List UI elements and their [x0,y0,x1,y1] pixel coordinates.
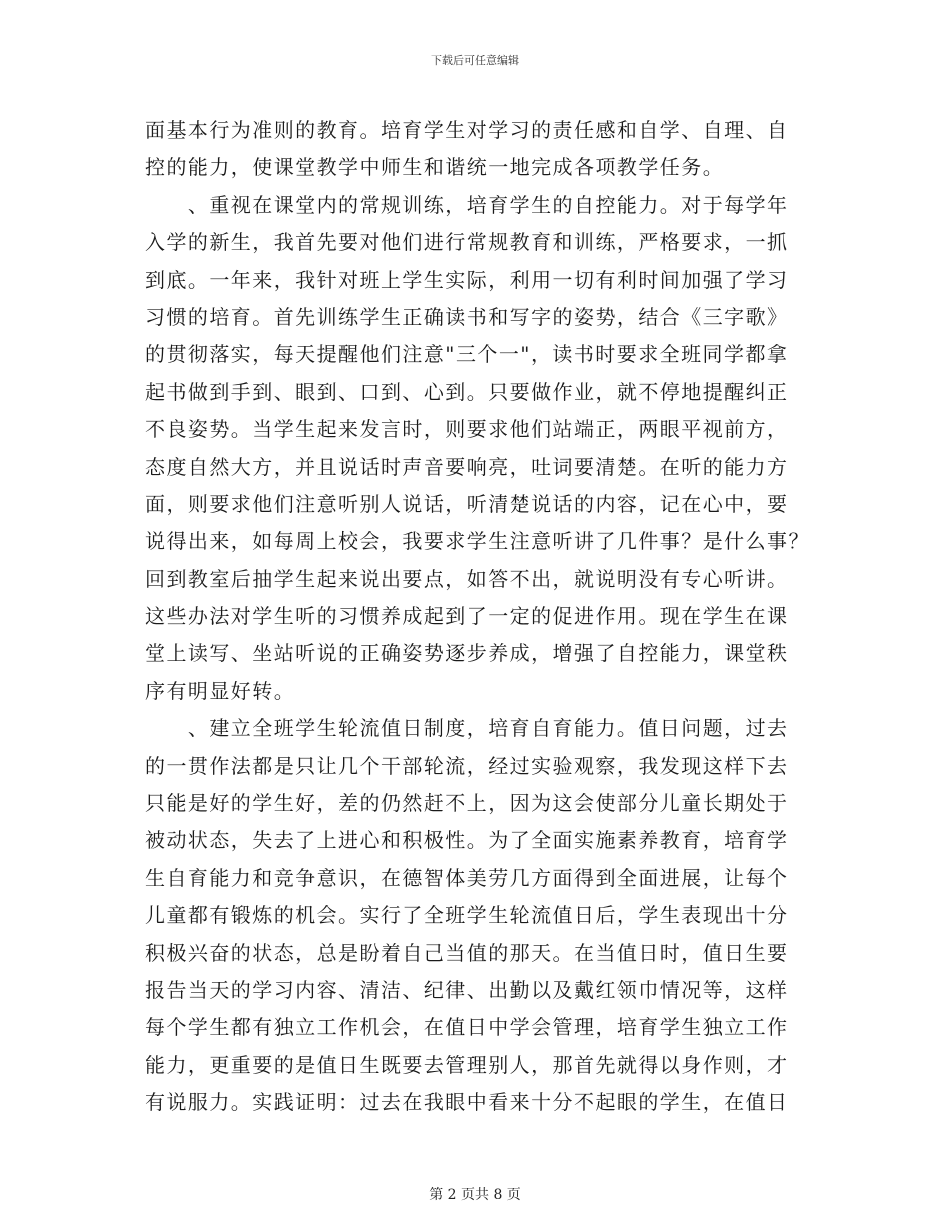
text-line: 面，则要求他们注意听别人说话，听清楚说话的内容，记在心中，要 [145,491,789,516]
text-line: 积极兴奋的状态，总是盼着自己当值的那天。在当值日时，值日生要 [145,940,789,965]
text-line: 到底。一年来，我针对班上学生实际，利用一切有利时间加强了学习 [145,267,789,292]
text-line: 生自育能力和竞争意识，在德智体美劳几方面得到全面进展，让每个 [145,865,789,890]
text-line: 态度自然大方，并且说话时声音要响亮，吐词要清楚。在听的能力方 [145,454,789,479]
page-header: 下载后可任意编辑 [431,54,519,67]
text-line: 面基本行为准则的教育。培育学生对学习的责任感和自学、自理、自 [145,118,789,142]
text-line: 报告当天的学习内容、清洁、纪律、出勤以及戴红领巾情况等，这样 [145,977,789,1002]
text-line: 被动状态，失去了上进心和积极性。为了全面实施素养教育，培育学 [145,828,789,853]
text-line: 说得出来，如每周上校会，我要求学生注意听讲了几件事？是什么事？ [145,529,810,554]
page-footer: 第 2 页共 8 页 [429,1187,521,1203]
text-line: 、重视在课堂内的常规训练，培育学生的自控能力。对于每学年 [145,192,789,217]
text-line: 只能是好的学生好，差的仍然赶不上，因为这会使部分儿童长期处于 [145,791,789,816]
text-line: 堂上读写、坐站听说的正确姿势逐步养成，增强了自控能力，课堂秩 [145,641,789,666]
text-line: 入学的新生，我首先要对他们进行常规教育和训练，严格要求，一抓 [145,230,789,255]
text-line: 的一贯作法都是只让几个干部轮流，经过实验观察，我发现这样下去 [145,753,789,778]
text-line: 习惯的培育。首先训练学生正确读书和写字的姿势，结合《三字歌》 [145,304,789,329]
text-line: 控的能力，使课堂教学中师生和谐统一地完成各项教学任务。 [145,155,725,180]
document-body [145,112,825,1122]
text-line: 能力，更重要的是值日生既要去管理别人，那首先就得以身作则，才 [145,1052,789,1077]
text-line: 序有明显好转。 [145,678,296,703]
text-line: 回到教室后抽学生起来说出要点，如答不出，就说明没有专心听讲。 [145,566,789,591]
text-line: 这些办法对学生听的习惯养成起到了一定的促进作用。现在学生在课 [145,604,789,629]
text-line: 起书做到手到、眼到、口到、心到。只要做作业，就不停地提醒纠正 [145,379,789,404]
text-line: 的贯彻落实，每天提醒他们注意"三个一"，读书时要求全班同学都拿 [145,342,789,367]
text-line: 有说服力。实践证明：过去在我眼中看来十分不起眼的学生，在值日 [145,1090,789,1115]
text-line: 儿童都有锻炼的机会。实行了全班学生轮流值日后，学生表现出十分 [145,903,789,928]
text-line: 不良姿势。当学生起来发言时，则要求他们站端正，两眼平视前方， [145,417,789,442]
text-line: 每个学生都有独立工作机会，在值日中学会管理，培育学生独立工作 [145,1015,789,1040]
text-line: 、建立全班学生轮流值日制度，培育自育能力。值日问题，过去 [145,716,789,741]
